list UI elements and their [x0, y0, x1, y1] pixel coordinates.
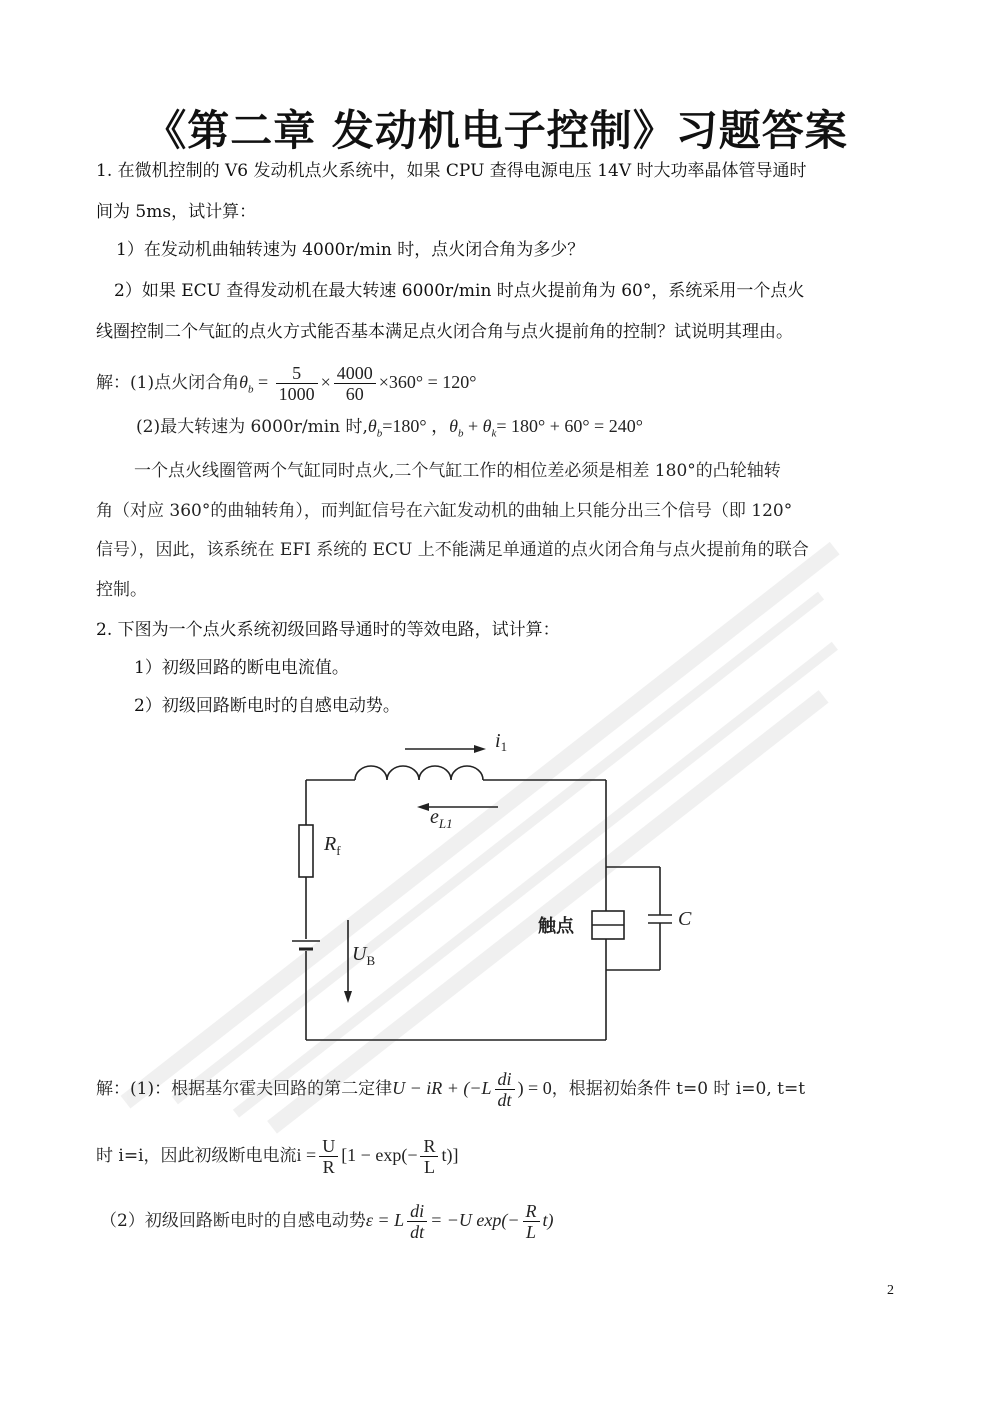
a1-eq: =: [253, 372, 273, 392]
a1-frac1: [276, 363, 318, 404]
a2-p3-prefix: （2）初级回路断电时的自感电动势: [100, 1211, 366, 1231]
a2-line3: [100, 1198, 554, 1243]
a1-sub-b2: b: [457, 427, 464, 440]
a2-p2-frac2-num: R: [420, 1136, 438, 1157]
a1-times: ×: [320, 372, 331, 392]
a2-p3-frac2: [523, 1201, 540, 1242]
label-capacitor: C: [678, 908, 692, 930]
a2-p1-frac-num: di: [495, 1069, 515, 1090]
a2-p2-prefix: 时 i=i，因此初级断电电流: [96, 1146, 297, 1166]
circuit-diagram: [290, 725, 710, 1045]
a1-theta-k: θ: [482, 416, 492, 436]
q1-line1: 1. 在微机控制的 V6 发动机点火系统中，如果 CPU 查得电源电压 14V 时大功率晶体管导通时: [96, 161, 807, 181]
a2-p3-frac2-den: L: [526, 1222, 537, 1242]
a1-frac1-num: 5: [276, 363, 318, 384]
a2-p3-frac1-num: di: [407, 1201, 427, 1222]
a1-para1: 一个点火线圈管两个气缸同时点火,二个气缸工作的相位差必须是相差 180°的凸轮轴转: [134, 461, 781, 481]
label-contact: 触点: [538, 916, 574, 937]
label-ub: $U_B$: [352, 943, 376, 968]
a2-p2-frac2-den: L: [423, 1157, 435, 1177]
a1-para3: 信号），因此，该系统在 EFI 系统的 ECU 上不能满足单通道的点火闭合角与点火提前角的联合: [96, 540, 809, 560]
a1-prefix: 解：(1)点火闭合角: [96, 373, 240, 393]
a2-p3-frac1-den: dt: [410, 1222, 425, 1242]
a2-p3-frac2-num: R: [523, 1201, 540, 1222]
a2-line1: [96, 1066, 805, 1111]
a1-line1: [96, 362, 476, 409]
a2-p3-eps: ε = L: [365, 1210, 405, 1230]
a1-sub-k: k: [491, 427, 497, 440]
a1-theta: θ: [239, 372, 248, 392]
a1-theta-b: θ: [367, 416, 377, 436]
a2-p2-i: i =: [296, 1145, 317, 1165]
a2-p1-eq-b: ) = 0: [517, 1078, 552, 1098]
a2-p2-frac2: [420, 1136, 438, 1177]
a2-p3-frac1: [407, 1201, 427, 1242]
a2-p3-tail: t): [542, 1210, 554, 1230]
a2-p1-frac: [495, 1069, 515, 1110]
a1-para2: 角（对应 360°的曲轴转角），而判缸信号在六缸发动机的曲轴上只能分出三个信号（即 120°: [96, 501, 793, 521]
a2-p2-frac1: [319, 1136, 338, 1177]
a2-p2-mid: [1 − exp(−: [341, 1145, 418, 1165]
q1-sub2a: 2）如果 ECU 查得发动机在最大转速 6000r/min 时点火提前角为 60°，系统采用一个点火: [114, 281, 805, 301]
label-eL1: $e_{L1}$: [430, 806, 453, 831]
a2-p1-prefix: 解：(1)：根据基尔霍夫回路的第二定律: [96, 1079, 393, 1099]
label-i1: $i_1$: [495, 730, 508, 754]
a1-theta-b2: θ: [449, 416, 458, 436]
q1-sub2b: 线圈控制二个气缸的点火方式能否基本满足点火闭合角与点火提前角的控制？试说明其理由。: [96, 322, 793, 342]
q1-sub1: 1）在发动机曲轴转速为 4000r/min 时，点火闭合角为多少？: [116, 240, 585, 260]
a1-line2-tail: = 180° + 60° = 240°: [496, 416, 643, 436]
emf-arrow-head: [417, 803, 429, 811]
a1-para4: 控制。: [96, 580, 147, 600]
current-arrow-head: [474, 745, 486, 753]
a1-frac2: [334, 363, 376, 404]
a2-p1-tail: ，根据初始条件 t=0 时 i=0, t=t: [551, 1079, 806, 1099]
a2-p2-frac1-den: R: [322, 1157, 335, 1177]
a2-p2-frac1-num: U: [319, 1136, 338, 1157]
q1-line2: 间为 5ms，试计算：: [96, 202, 257, 222]
voltage-arrow-head: [344, 991, 352, 1003]
q2-line1: 2. 下图为一个点火系统初级回路导通时的等效电路，试计算：: [96, 620, 560, 640]
page-title: 《第二章 发动机电子控制》习题答案: [144, 106, 848, 155]
q2-sub2: 2）初级回路断电时的自感电动势。: [134, 696, 400, 716]
page-number: 2: [887, 1283, 894, 1298]
q2-sub1: 1）初级回路的断电电流值。: [134, 658, 349, 678]
a2-p1-eq-a: U − iR + (−L: [392, 1078, 492, 1098]
a2-p2-tail: t)]: [441, 1145, 459, 1165]
a2-p1-frac-den: dt: [497, 1090, 512, 1110]
a2-line2: [96, 1133, 458, 1178]
a1-line2-mid: =180° ，: [382, 416, 450, 436]
a1-tail: ×360° = 120°: [378, 372, 477, 392]
a1-line2: (2)最大转速为 6000r/min 时$,\theta_b=180^\circ$ ，$\theta_b + \theta_k= 180^\circ + 60^\circ = 240^\circ$: [136, 416, 643, 440]
a1-sub-b: b: [376, 427, 383, 440]
a1-line2-prefix: (2)最大转速为 6000r/min 时,: [136, 417, 368, 437]
inductor-coil: [355, 766, 483, 780]
resistor-rf: [299, 825, 313, 877]
a2-p3-mid: = −U exp(−: [430, 1210, 520, 1230]
label-rf: $R_f$: [324, 833, 341, 858]
a1-frac2-den: 60: [345, 384, 364, 404]
a1-theta-sub-b: b: [247, 383, 254, 396]
a1-frac1-den: 1000: [278, 384, 315, 404]
a1-frac2-num: 4000: [334, 363, 376, 384]
